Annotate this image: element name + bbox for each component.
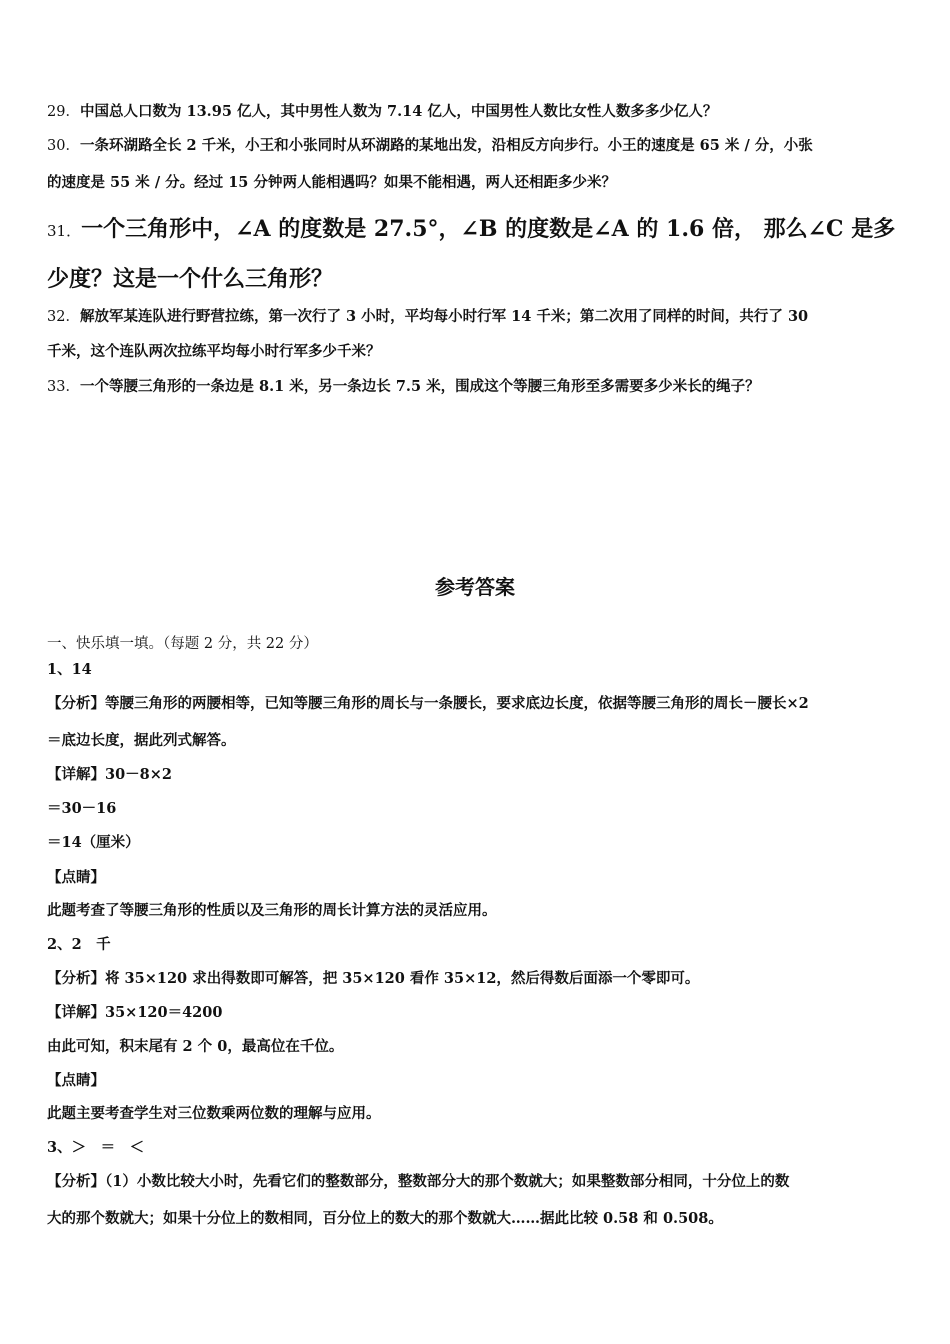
question-31 <box>47 214 907 246</box>
question-number: 31． <box>47 222 82 240</box>
question-text: 千米，这个连队两次拉练平均每小时行军多少千米？ <box>47 343 381 360</box>
answer-1-head: 1、14 <box>47 661 92 678</box>
answer-2-point-text: 此题主要考查学生对三位数乘两位数的理解与应用。 <box>47 1105 381 1122</box>
question-number: 29． <box>47 104 80 120</box>
question-33 <box>47 377 907 397</box>
answer-3-head: 3、＞ ＝ ＜ <box>47 1139 145 1156</box>
answers-title: 参考答案 <box>435 575 515 599</box>
answer-1-point-label: 【点睛】 <box>47 869 105 886</box>
answer-1-detail-result: ＝14（厘米） <box>47 834 140 851</box>
question-text: 中国总人口数为 13.95 亿人，其中男性人数为 7.14 亿人，中国男性人数比女性人数多多少亿人？ <box>79 103 718 120</box>
question-text: 少度？这是一个什么三角形？ <box>47 266 334 292</box>
question-32-continued <box>47 342 907 362</box>
answer-1-analysis-continued: ＝底边长度，据此列式解答。 <box>47 732 236 749</box>
answer-3-analysis: 【分析】（1）小数比较大小时，先看它们的整数部分，整数部分大的那个数就大；如果整数部分相同，十分位上的数 <box>47 1173 790 1190</box>
answer-2-head: 2、2 千 <box>47 936 111 953</box>
question-text: 的速度是 55 米 / 分。经过 15 分钟两人能相遇吗？如果不能相遇，两人还相距多少米？ <box>47 174 616 191</box>
question-number: 33． <box>47 379 80 395</box>
answer-1-detail-step: ＝30－16 <box>47 800 117 817</box>
answer-1-point-text: 此题考查了等腰三角形的性质以及三角形的周长计算方法的灵活应用。 <box>47 902 497 919</box>
answer-1-detail: 【详解】30－8×2 <box>47 766 173 783</box>
answer-2-detail-text: 由此可知，积末尾有 2 个 0，最高位在千位。 <box>47 1038 344 1055</box>
answer-1-analysis: 【分析】等腰三角形的两腰相等，已知等腰三角形的周长与一条腰长，要求底边长度，依据等腰三角形的周长－腰长×2 <box>47 695 809 712</box>
answer-2-point-label: 【点睛】 <box>47 1072 105 1089</box>
answer-2-detail: 【详解】35×120＝4200 <box>47 1004 223 1021</box>
question-29 <box>47 102 907 122</box>
answer-3-analysis-continued: 大的那个数就大；如果十分位上的数相同，百分位上的数大的那个数就大……据此比较 0.58 和 0.508。 <box>47 1210 723 1227</box>
question-text: 一个等腰三角形的一条边是 8.1 米，另一条边长 7.5 米，围成这个等腰三角形至多需要多少米长的绳子？ <box>79 378 760 395</box>
question-text: 解放军某连队进行野营拉练，第一次行了 3 小时，平均每小时行军 14 千米；第二次用了同样的时间，共行了 30 <box>79 308 809 325</box>
section-heading: 一、快乐填一填。（每题 2 分，共 22 分） <box>47 636 318 652</box>
question-number: 32． <box>47 309 80 325</box>
answer-2-analysis: 【分析】将 35×120 求出得数即可解答，把 35×120 看作 35×12，然后得数后面添一个零即可。 <box>47 970 700 987</box>
question-30 <box>47 136 907 156</box>
question-30-continued <box>47 173 907 193</box>
question-31-continued <box>47 264 907 294</box>
question-text: 一个三角形中，∠A 的度数是 27.5°，∠B 的度数是∠A 的 1.6 倍， 那么∠C 是多 <box>81 216 896 242</box>
question-text: 一条环湖路全长 2 千米，小王和小张同时从环湖路的某地出发，沿相反方向步行。小王的速度是 65 米 / 分，小张 <box>79 137 813 154</box>
question-number: 30． <box>47 138 80 154</box>
question-32 <box>47 307 907 327</box>
